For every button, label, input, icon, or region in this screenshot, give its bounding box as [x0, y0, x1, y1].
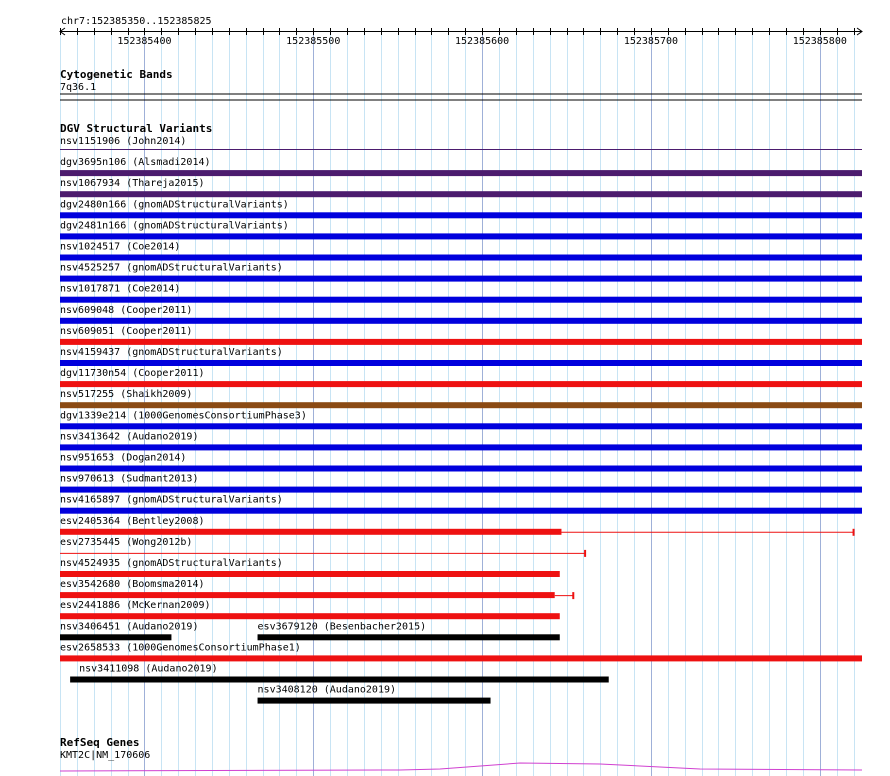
- ruler-tick-label: 152385700: [623, 36, 679, 47]
- dgv-feature-bar[interactable]: [60, 360, 862, 366]
- dgv-feature-label[interactable]: esv3679120 (Besenbacher2015): [257, 621, 427, 633]
- dgv-feature-label[interactable]: nsv609051 (Cooper2011): [60, 325, 193, 337]
- dgv-feature-bar[interactable]: [258, 698, 491, 704]
- dgv-feature-label[interactable]: esv3542680 (Boomsma2014): [60, 579, 205, 591]
- dgv-feature-bar[interactable]: [60, 634, 171, 640]
- track-title-dgv: DGV Structural Variants: [60, 122, 213, 135]
- ruler-tick-label: 152385400: [117, 36, 172, 47]
- dgv-feature-label[interactable]: nsv970613 (Sudmant2013): [60, 473, 199, 485]
- dgv-feature-label[interactable]: esv2735445 (Wong2012b): [60, 536, 193, 548]
- dgv-feature-label[interactable]: nsv4165897 (gnomADStructuralVariants): [60, 494, 283, 506]
- dgv-feature-extension-cap[interactable]: [572, 592, 574, 599]
- dgv-feature-label[interactable]: esv2405364 (Bentley2008): [60, 515, 205, 527]
- dgv-feature-bar[interactable]: [60, 529, 561, 535]
- dgv-feature-label[interactable]: dgv2480n166 (gnomADStructuralVariants): [60, 199, 289, 211]
- dgv-feature-label[interactable]: nsv3406451 (Audano2019): [60, 621, 199, 633]
- dgv-feature-bar[interactable]: [60, 212, 862, 218]
- dgv-feature-label[interactable]: nsv3413642 (Audano2019): [60, 431, 199, 443]
- dgv-feature-label[interactable]: nsv3411098 (Audano2019): [79, 663, 218, 675]
- dgv-feature-bar[interactable]: [60, 592, 555, 598]
- dgv-feature-label[interactable]: esv2441886 (McKernan2009): [60, 600, 211, 612]
- ruler-tick-label: 152385600: [455, 36, 510, 47]
- dgv-feature-bar[interactable]: [60, 339, 862, 345]
- dgv-feature-label[interactable]: dgv1339e214 (1000GenomesConsortiumPhase3): [60, 410, 307, 422]
- dgv-feature-bar[interactable]: [60, 444, 862, 450]
- dgv-feature-label[interactable]: nsv609048 (Cooper2011): [60, 304, 193, 316]
- dgv-feature-label[interactable]: esv2658533 (1000GenomesConsortiumPhase1): [60, 642, 301, 654]
- dgv-feature-bar[interactable]: [60, 318, 862, 324]
- dgv-feature-bar[interactable]: [60, 466, 862, 472]
- dgv-feature-bar[interactable]: [60, 423, 862, 429]
- ruler-tick-label: 152385500: [286, 36, 341, 47]
- dgv-feature-label[interactable]: nsv4525257 (gnomADStructuralVariants): [60, 262, 283, 274]
- dgv-feature-label[interactable]: nsv4524935 (gnomADStructuralVariants): [60, 558, 283, 569]
- dgv-feature-label[interactable]: nsv4159437 (gnomADStructuralVariants): [60, 347, 283, 358]
- dgv-feature-bar[interactable]: [60, 487, 862, 493]
- dgv-track[interactable]: [60, 122, 862, 704]
- dgv-feature-extension-cap[interactable]: [853, 529, 855, 536]
- dgv-feature-bar[interactable]: [60, 170, 862, 176]
- dgv-feature-label[interactable]: dgv2481n166 (gnomADStructuralVariants): [60, 220, 289, 232]
- dgv-feature-label[interactable]: nsv951653 (Dogan2014): [60, 452, 187, 464]
- dgv-feature-bar[interactable]: [60, 381, 862, 387]
- dgv-feature-label[interactable]: dgv11730n54 (Cooper2011): [60, 368, 205, 380]
- dgv-feature-bar[interactable]: [60, 655, 862, 661]
- dgv-feature-label[interactable]: dgv3695n106 (Alsmadi2014): [60, 157, 211, 169]
- coordinate-ruler[interactable]: [60, 16, 862, 47]
- dgv-features[interactable]: [60, 136, 862, 704]
- dgv-feature-bar[interactable]: [60, 571, 560, 577]
- dgv-feature-bar[interactable]: [60, 191, 862, 197]
- refseq-track[interactable]: [60, 736, 862, 771]
- dgv-feature-bar[interactable]: [70, 677, 609, 683]
- dgv-feature-bar[interactable]: [258, 634, 560, 640]
- dgv-feature-bar[interactable]: [60, 613, 560, 619]
- refseq-gene-feature[interactable]: [60, 763, 862, 771]
- dgv-feature-bar[interactable]: [60, 402, 862, 408]
- dgv-feature-bar[interactable]: [60, 276, 862, 282]
- dgv-feature-label[interactable]: nsv517255 (Shaikh2009): [60, 389, 193, 401]
- dgv-feature-label[interactable]: nsv1067934 (Thareja2015): [60, 178, 205, 190]
- dgv-feature-label[interactable]: nsv1151906 (John2014): [60, 136, 187, 147]
- ruler-tick-label: 152385800: [792, 36, 847, 47]
- cytoband-track[interactable]: [60, 68, 862, 100]
- dgv-feature-bar[interactable]: [60, 297, 862, 303]
- dgv-feature-extension-cap[interactable]: [584, 550, 586, 557]
- dgv-feature-label[interactable]: nsv1017871 (Coe2014): [60, 283, 181, 295]
- dgv-feature-bar[interactable]: [60, 255, 862, 261]
- dgv-feature-bar[interactable]: [60, 508, 862, 514]
- dgv-feature-bar[interactable]: [60, 233, 862, 239]
- dgv-feature-label[interactable]: nsv1024517 (Coe2014): [60, 241, 181, 253]
- track-title-refseq: RefSeq Genes: [60, 736, 140, 749]
- dgv-feature-label[interactable]: nsv3408120 (Audano2019): [257, 684, 397, 696]
- cytoband-label: 7q36.1: [60, 82, 97, 93]
- location-label: chr7:152385350..152385825: [61, 16, 212, 27]
- track-title-cytobands: Cytogenetic Bands: [60, 68, 173, 81]
- refseq-gene-label[interactable]: KMT2C|NM_170606: [60, 750, 151, 761]
